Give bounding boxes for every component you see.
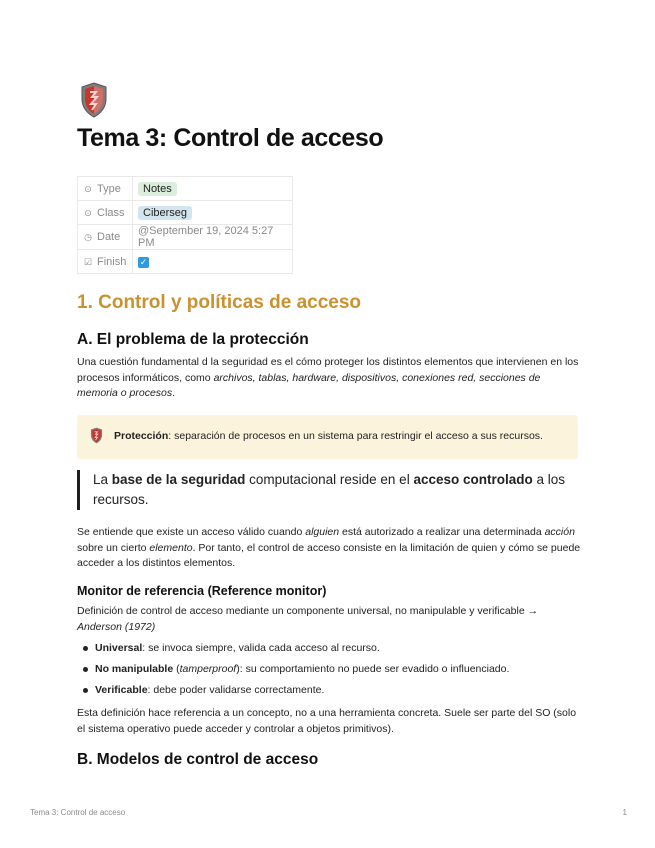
- callout-text: Protección: separación de procesos en un sistema para restringir el acceso a sus recursos.: [114, 430, 543, 442]
- shield-icon: [80, 82, 108, 118]
- section-heading-1: 1. Control y políticas de acceso: [77, 292, 362, 313]
- heading-b: B. Modelos de control de acceso: [77, 751, 319, 768]
- list-item: Verificable: debe poder validarse correctamente.: [82, 683, 582, 704]
- property-row-class[interactable]: [78, 201, 293, 225]
- quote-block: La base de la seguridad computacional reside en el acceso controlado a los recursos.: [77, 470, 582, 510]
- property-key: Finish: [97, 255, 127, 268]
- access-paragraph: Se entiende que existe un acceso válido cuando alguien está autorizado a realizar una determinada acción sobre un cierto elemento. Por tanto, el control de acceso consiste en la limitación de quien y cómo se puede acceder a los distintos elementos.: [77, 526, 581, 569]
- property-key: Class: [97, 206, 125, 219]
- list-item: Universal: se invoca siempre, valida cada acceso al recurso.: [82, 641, 582, 662]
- property-row-date[interactable]: [78, 225, 293, 250]
- property-key: Type: [97, 182, 121, 195]
- checkbox-icon: ☑: [83, 256, 93, 267]
- clock-icon: ◷: [84, 232, 92, 242]
- heading-monitor: Monitor de referencia (Reference monitor): [77, 584, 327, 598]
- property-row-type[interactable]: [78, 177, 293, 201]
- properties-table: [77, 176, 293, 274]
- select-icon: ⊙: [84, 207, 92, 218]
- shield-icon: [90, 427, 103, 444]
- footer-title: Tema 3: Control de acceso: [30, 808, 126, 817]
- page-number: 1: [622, 808, 627, 817]
- monitor-bullet-list: [82, 641, 582, 704]
- property-key: Date: [97, 231, 121, 243]
- date-value[interactable]: @September 19, 2024 5:27 PM: [138, 225, 274, 249]
- list-item: No manipulable (tamperproof): su comportamiento no puede ser evadido o influenciado.: [82, 662, 582, 683]
- protection-callout: [77, 415, 578, 459]
- monitor-closing: Esta definición hace referencia a un concepto, no a una herramienta concreta. Suele ser parte del SO (solo el sistema operativo puede acceder y controlar a objetos primitivos).: [77, 707, 577, 735]
- select-icon: ⊙: [84, 183, 92, 194]
- page-title: Tema 3: Control de acceso: [77, 124, 384, 152]
- class-tag[interactable]: Ciberseg: [138, 206, 192, 220]
- intro-paragraph: Una cuestión fundamental d la seguridad es el cómo proteger los distintos elementos que intervienen en los procesos informáticos, como archivos, tablas, hardware, dispositivos, conexiones red, secciones de memoria o procesos.: [77, 356, 579, 399]
- property-row-finish[interactable]: [78, 250, 293, 274]
- finish-checkbox[interactable]: ✓: [139, 256, 148, 267]
- heading-a: A. El problema de la protección: [77, 331, 309, 348]
- monitor-definition: Definición de control de acceso mediante un componente universal, no manipulable y verificable → Anderson (1972): [77, 605, 539, 633]
- type-tag[interactable]: Notes: [138, 182, 177, 196]
